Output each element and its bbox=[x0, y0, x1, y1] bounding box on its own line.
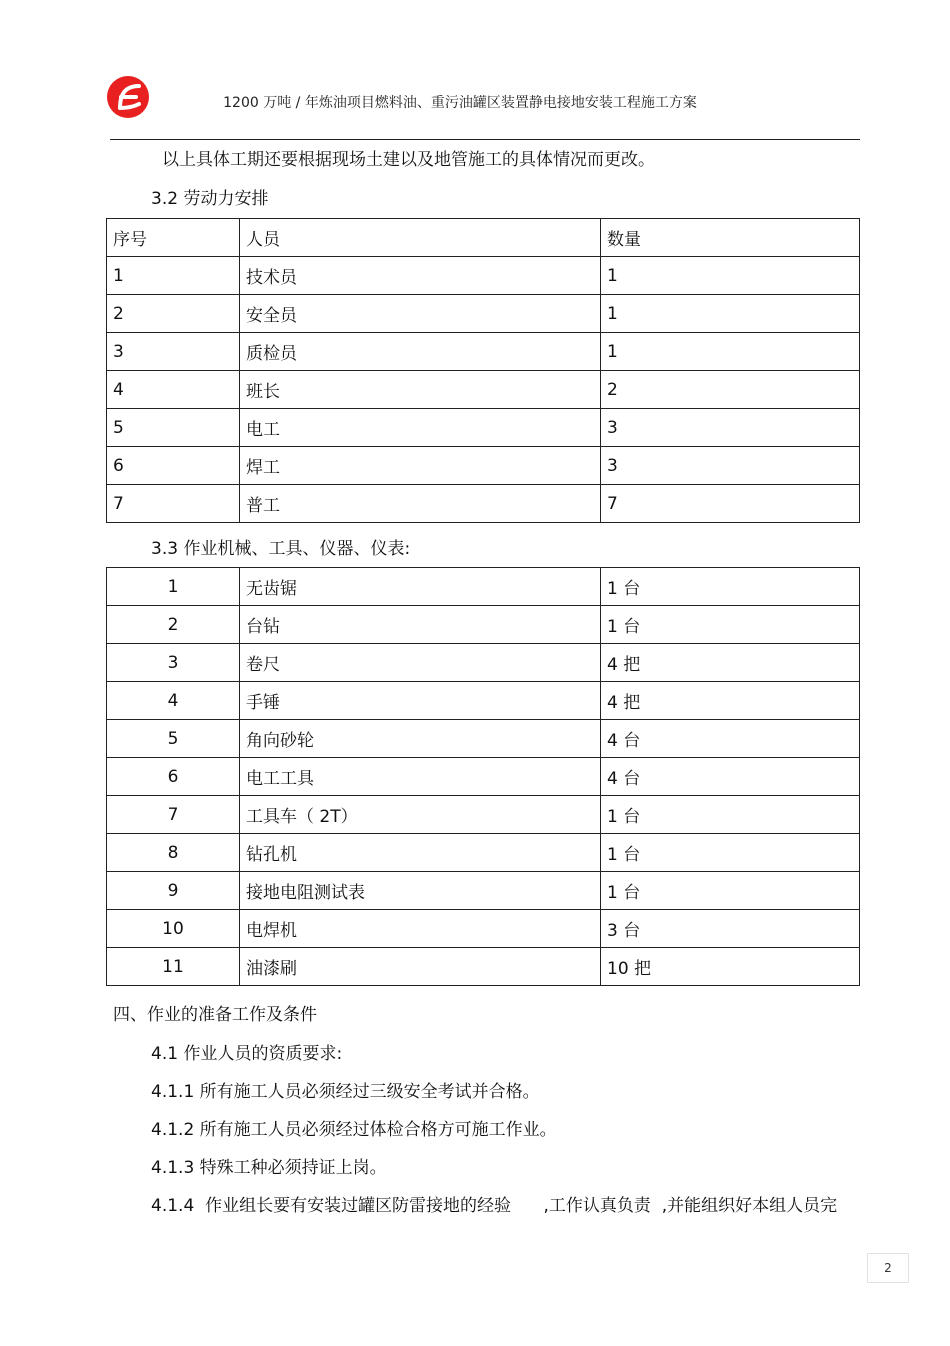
cell: 10 把 bbox=[601, 948, 860, 986]
table-row bbox=[107, 409, 860, 447]
item-4-1-4: 4.1.4 作业组长要有安装过罐区防雷接地的经验 ,工作认真负责 ,并能组织好本组人员完 bbox=[151, 1196, 838, 1216]
cell: 4 把 bbox=[601, 644, 860, 682]
labor-table bbox=[106, 218, 860, 523]
cell: 质检员 bbox=[240, 333, 601, 371]
table-row bbox=[107, 720, 860, 758]
cell: 卷尺 bbox=[240, 644, 601, 682]
cell: 班长 bbox=[240, 371, 601, 409]
intro-paragraph: 以上具体工期还要根据现场土建以及地管施工的具体情况而更改。 bbox=[162, 150, 655, 170]
cell: 7 bbox=[601, 485, 860, 523]
cell: 2 bbox=[107, 295, 240, 333]
cell: 无齿锯 bbox=[240, 568, 601, 606]
cell: 1 bbox=[601, 333, 860, 371]
cell: 3 台 bbox=[601, 910, 860, 948]
cell: 安全员 bbox=[240, 295, 601, 333]
table-row bbox=[107, 910, 860, 948]
cell: 1 台 bbox=[601, 796, 860, 834]
table-row bbox=[107, 644, 860, 682]
cell: 4 bbox=[107, 371, 240, 409]
table-row bbox=[107, 606, 860, 644]
cell: 1 bbox=[107, 568, 240, 606]
tools-table bbox=[106, 567, 860, 986]
table-row bbox=[107, 796, 860, 834]
cell: 钻孔机 bbox=[240, 834, 601, 872]
cell: 电焊机 bbox=[240, 910, 601, 948]
cell: 7 bbox=[107, 485, 240, 523]
table-row bbox=[107, 295, 860, 333]
cell: 3 bbox=[107, 644, 240, 682]
cell: 3 bbox=[601, 447, 860, 485]
cell: 台钻 bbox=[240, 606, 601, 644]
cell: 普工 bbox=[240, 485, 601, 523]
table-row bbox=[107, 485, 860, 523]
table-row bbox=[107, 568, 860, 606]
header-cell: 数量 bbox=[601, 219, 860, 257]
section-4-heading: 四、作业的准备工作及条件 bbox=[113, 1005, 317, 1025]
header-title: 1200 万吨 / 年炼油项目燃料油、重污油罐区装置静电接地安装工程施工方案 bbox=[223, 95, 697, 111]
cell: 角向砂轮 bbox=[240, 720, 601, 758]
cell: 3 bbox=[601, 409, 860, 447]
cell: 7 bbox=[107, 796, 240, 834]
table-row bbox=[107, 333, 860, 371]
cell: 5 bbox=[107, 720, 240, 758]
cell: 4 台 bbox=[601, 758, 860, 796]
cell: 1 台 bbox=[601, 872, 860, 910]
section-3-2-heading: 3.2 劳动力安排 bbox=[151, 189, 269, 209]
cell: 电工工具 bbox=[240, 758, 601, 796]
table-row bbox=[107, 872, 860, 910]
cell: 9 bbox=[107, 872, 240, 910]
cell: 11 bbox=[107, 948, 240, 986]
table-header-row bbox=[107, 219, 860, 257]
cell: 4 bbox=[107, 682, 240, 720]
cell: 1 bbox=[601, 295, 860, 333]
cell: 技术员 bbox=[240, 257, 601, 295]
cell: 焊工 bbox=[240, 447, 601, 485]
cell: 接地电阻测试表 bbox=[240, 872, 601, 910]
cell: 工具车（ 2T） bbox=[240, 796, 601, 834]
item-4-1-3: 4.1.3 特殊工种必须持证上岗。 bbox=[151, 1158, 387, 1178]
company-logo bbox=[106, 75, 150, 119]
cell: 2 bbox=[107, 606, 240, 644]
cell: 1 台 bbox=[601, 834, 860, 872]
table-row bbox=[107, 257, 860, 295]
table-row bbox=[107, 758, 860, 796]
table-row bbox=[107, 948, 860, 986]
item-4-1-1: 4.1.1 所有施工人员必须经过三级安全考试并合格。 bbox=[151, 1082, 540, 1102]
cell: 手锤 bbox=[240, 682, 601, 720]
cell: 8 bbox=[107, 834, 240, 872]
cell: 5 bbox=[107, 409, 240, 447]
section-3-3-heading: 3.3 作业机械、工具、仪器、仪表: bbox=[151, 539, 411, 559]
table-row bbox=[107, 834, 860, 872]
page-number: 2 bbox=[867, 1253, 909, 1283]
cell: 1 bbox=[107, 257, 240, 295]
cell: 2 bbox=[601, 371, 860, 409]
cell: 6 bbox=[107, 758, 240, 796]
header-cell: 序号 bbox=[107, 219, 240, 257]
table-row bbox=[107, 682, 860, 720]
section-4-1-heading: 4.1 作业人员的资质要求: bbox=[151, 1044, 343, 1064]
cell: 4 把 bbox=[601, 682, 860, 720]
cell: 4 台 bbox=[601, 720, 860, 758]
header-cell: 人员 bbox=[240, 219, 601, 257]
table-row bbox=[107, 447, 860, 485]
cell: 1 bbox=[601, 257, 860, 295]
cell: 10 bbox=[107, 910, 240, 948]
header-divider bbox=[110, 139, 860, 140]
cell: 1 台 bbox=[601, 606, 860, 644]
table-row bbox=[107, 371, 860, 409]
item-4-1-2: 4.1.2 所有施工人员必须经过体检合格方可施工作业。 bbox=[151, 1120, 557, 1140]
cell: 6 bbox=[107, 447, 240, 485]
cell: 油漆刷 bbox=[240, 948, 601, 986]
cell: 1 台 bbox=[601, 568, 860, 606]
cell: 3 bbox=[107, 333, 240, 371]
cell: 电工 bbox=[240, 409, 601, 447]
